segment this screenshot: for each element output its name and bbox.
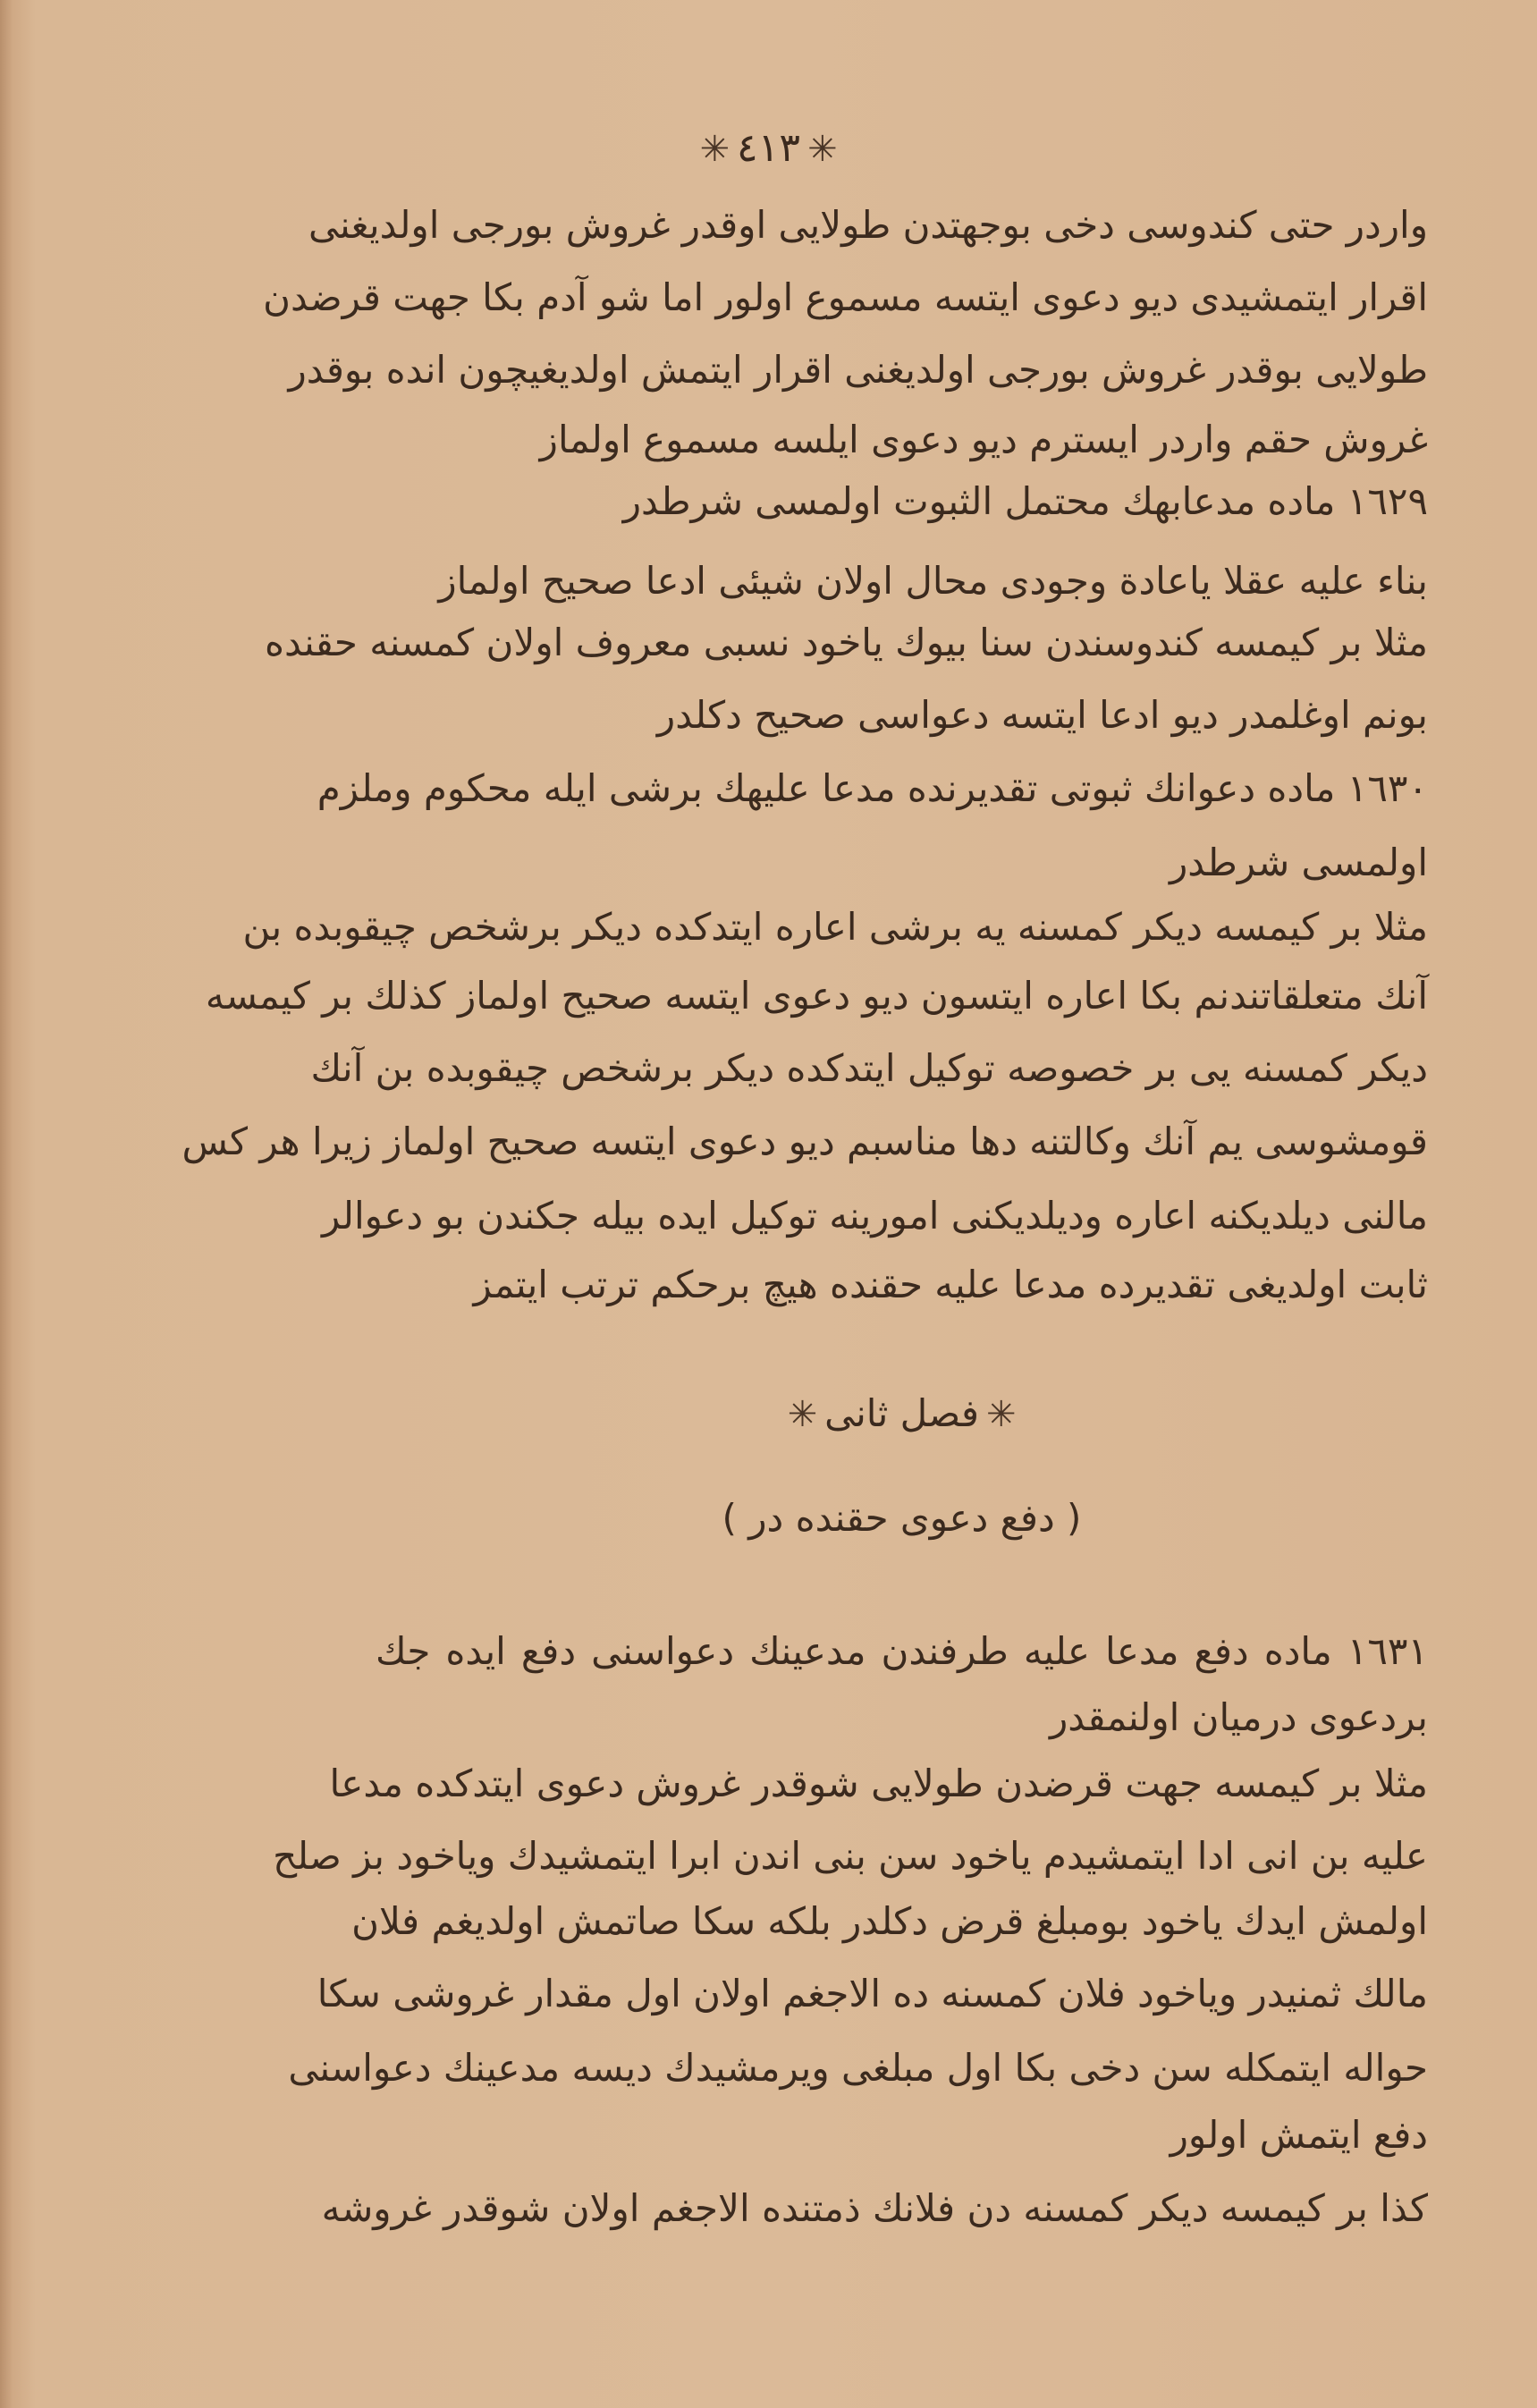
text-line: غروش حقم واردر ايسترم ديو دعوى ايلسه مسموع اولماز [539,418,1428,461]
text-line: بناء عليه عقلا ياعادة وجودى محال اولان شيئى ادعا صحيح اولماز [438,559,1428,603]
text-line: كذا بر كيمسه ديكر كمسنه دن فلانك ذمتنده الاجغم اولان شوقدر غروشه [321,2186,1428,2230]
text-line: مثلا بر كيمسه ديكر كمسنه يه برشى اعاره ايتدكده ديكر برشخص چيقوبده بن [242,905,1428,949]
page-number [0,125,1537,171]
text-line: مثلا بر كيمسه كندوسندن سنا بيوك ياخود نسبى معروف اولان كمسنه حقنده [264,621,1428,664]
ornament-icon: ✳ [985,1394,1017,1435]
section-subheading: ( دفع دعوى حقنده در ) [722,1496,1082,1540]
text-line: مثلا بر كيمسه جهت قرضدن طولايى شوقدر غروش دعوى ايتدكده مدعا [329,1762,1428,1805]
article-heading-1629: ١٦٢٩ ماده مدعابهك محتمل الثبوت اولمسى شرطدر [622,479,1428,523]
text-line: بونم اوغلمدر ديو ادعا ايتسه دعواسى صحيح دكلدر [656,693,1428,737]
text-line: حواله ايتمكله سن دخى بكا اول مبلغى ويرمشيدك ديسه مدعينك دعواسنى [288,2046,1428,2090]
text-line: اقرار ايتمشيدى ديو دعوى ايتسه مسموع اولور اما شو آدم بكا جهت قرضدن [263,275,1428,319]
text-line: واردر حتى كندوسى دخى بوجهتدن طولايى اوقدر غروش بورجى اولديغنى [308,203,1428,247]
page-number-text: ٤١٣ [737,125,800,171]
section-heading [376,1387,1428,1441]
ornament-icon: ✳ [787,1394,818,1435]
text-line: مالك ثمنيدر وياخود فلان كمسنه ده الاجغم اولان اول مقدار غروشى سكا [317,1972,1428,2015]
article-heading-1630: ١٦٣٠ ماده دعوانك ثبوتى تقديرنده مدعا عليهك برشى ايله محكوم وملزم [317,766,1428,810]
text-line: آنك متعلقاتندنم بكا اعاره ايتسون ديو دعوى ايتسه صحيح اولماز كذلك بر كيمسه [205,974,1428,1018]
text-line: اولمسى شرطدر [1170,841,1428,884]
ornament-icon: ✳ [807,129,838,170]
text-line: قومشوسى يم آنك وكالتنه دها مناسبم ديو دعوى ايتسه صحيح اولماز زيرا هر كس [182,1120,1428,1163]
text-line: دفع ايتمش اولور [1170,2113,1428,2157]
ornament-icon: ✳ [699,129,730,170]
text-line: بردعوى درميان اولنمقدر [1050,1695,1428,1739]
text-line: عليه بن انى ادا ايتمشيدم ياخود سن بنى اندن ابرا ايتمشيدك وياخود بز صلح [273,1834,1428,1878]
text-line: ديكر كمسنه يى بر خصوصه توكيل ايتدكده ديكر برشخص چيقوبده بن آنك [310,1046,1428,1090]
article-heading-1631: ١٦٣١ ماده دفع مدعا عليه طرفندن مدعينك دعواسنى دفع ايده جك [376,1629,1428,1673]
text-line: اولمش ايدك ياخود بومبلغ قرض دكلدر بلكه سكا صاتمش اولديغم فلان [351,1899,1428,1943]
text-line: طولايى بوقدر غروش بورجى اولديغنى اقرار ايتمش اولديغيچون انده بوقدر [288,348,1428,392]
text-line: ثابت اولديغى تقديرده مدعا عليه حقنده هيچ برحكم ترتب ايتمز [473,1263,1428,1306]
text-line: مالنى ديلديكنه اعاره وديلديكنى امورينه توكيل ايده بيله جكندن بو دعوالر [322,1194,1428,1238]
section-heading-text: فصل ثانى [824,1391,979,1435]
